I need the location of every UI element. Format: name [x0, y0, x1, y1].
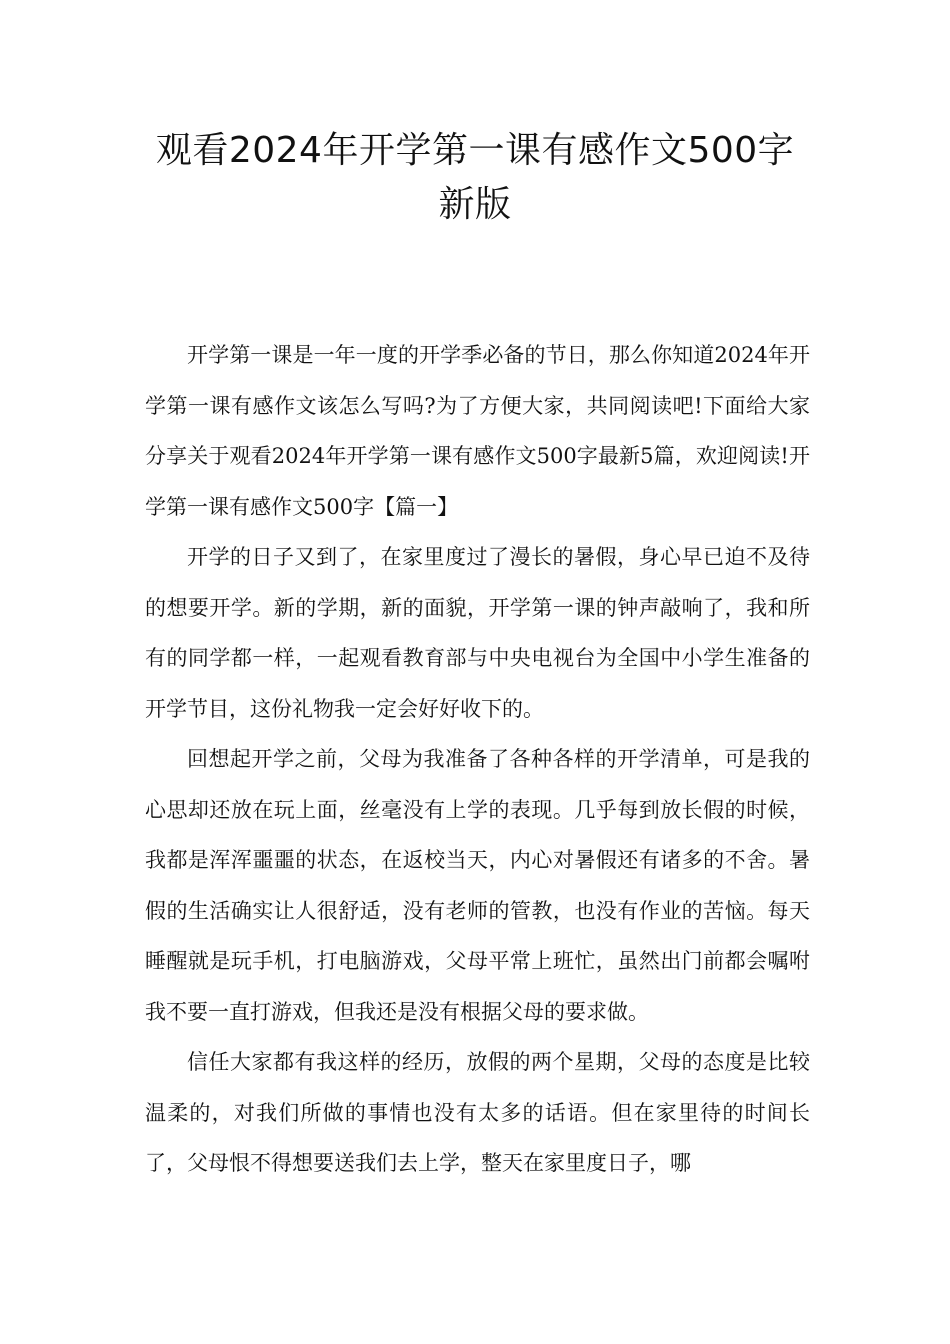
document-title [100, 124, 850, 232]
paragraph: 开学第一课是一年一度的开学季必备的节日，那么你知道2024年开学第一课有感作文该怎么写吗?为了方便大家，共同阅读吧!下面给大家分享关于观看2024年开学第一课有感作文500字最新5篇，欢迎阅读!开学第一课有感作文500字【篇一】 [145, 343, 810, 519]
title-line-1: 观看2024年开学第一课有感作文500字 [155, 130, 795, 171]
document-body [145, 330, 810, 1189]
paragraph: 回想起开学之前，父母为我准备了各种各样的开学清单，可是我的心思却还放在玩上面，丝毫没有上学的表现。几乎每到放长假的时候，我都是浑浑噩噩的状态，在返校当天，内心对暑假还有诸多的不舍。暑假的生活确实让人很舒适，没有老师的管教，也没有作业的苦恼。每天睡醒就是玩手机，打电脑游戏，父母平常上班忙，虽然出门前都会嘱咐我不要一直打游戏，但我还是没有根据父母的要求做。 [145, 747, 810, 1024]
paragraph: 信任大家都有我这样的经历，放假的两个星期，父母的态度是比较温柔的，对我们所做的事情也没有太多的话语。但在家里待的时间长了，父母恨不得想要送我们去上学，整天在家里度日子，哪 [145, 1050, 810, 1175]
title-line-2: 新版 [438, 184, 512, 225]
paragraph: 开学的日子又到了，在家里度过了漫长的暑假，身心早已迫不及待的想要开学。新的学期，新的面貌，开学第一课的钟声敲响了，我和所有的同学都一样，一起观看教育部与中央电视台为全国中小学生准备的开学节目，这份礼物我一定会好好收下的。 [145, 545, 810, 721]
